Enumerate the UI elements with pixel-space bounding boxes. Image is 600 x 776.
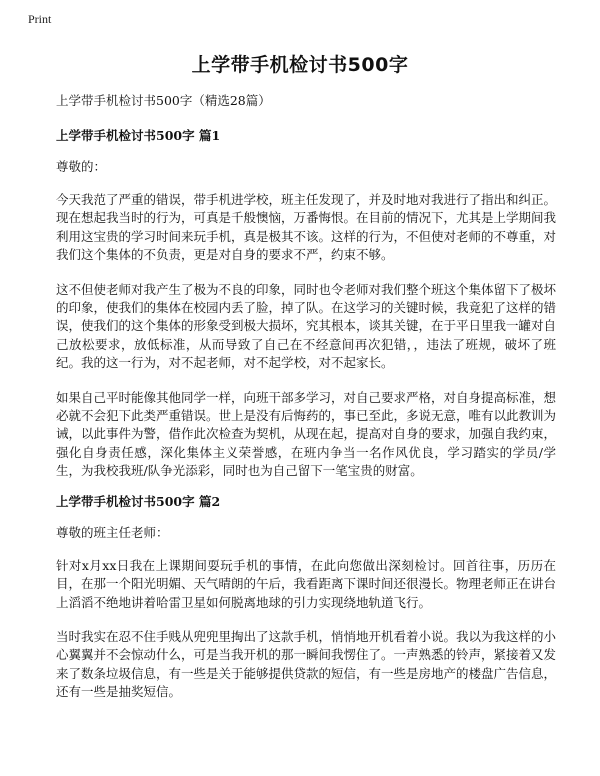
section-heading: 上学带手机检讨书500字 篇2	[56, 493, 221, 509]
section-1	[56, 127, 556, 481]
salutation: 尊敬的班主任老师：	[56, 524, 169, 540]
section-heading: 上学带手机检讨书500字 篇1	[56, 128, 221, 143]
paragraph: 针对x月xx日我在上课期间耍玩手机的事情，在此向您做出深刻检讨。回首往事，历历在目，在那一个阳光明媚、天气晴朗的午后，我看距离下课时间还很漫长。物理老师正在讲台上滔滔不绝地讲着哈雷卫星如何脱离地球的引力实现绕地轨道飞行。	[56, 557, 557, 610]
print-link[interactable]: Print	[28, 12, 52, 26]
section-2	[56, 493, 556, 702]
paragraph: 这不但使老师对我产生了极为不良的印象，同时也令老师对我们整个班这个集体留下了极坏的印象，使我们的集体在校园内丢了脸，掉了队。在这学习的关键时候，我竟犯了这样的错误，使我们的这个集体的形象受到极大损坏，究其根本，谈其关键，在于平日里我一罐对自己放松要求，放低标准，从而导致了自己在不经意间再次犯错，，违法了班规，破坏了班纪。我的这一行为，对不起老师，对不起学校，对不起家长。	[56, 281, 557, 371]
document-title: 上学带手机检讨书500字	[191, 54, 409, 76]
document-body	[56, 92, 556, 718]
paragraph: 今天我范了严重的错误，带手机进学校，班主任发现了，并及时地对我进行了指出和纠正。现在想起我当时的行为，可真是千般懊恼，万番悔恨。在目前的情况下，尤其是上学期间我利用这宝贵的学习时间来玩手机，真是极其不该。这样的行为，不但使对老师的不尊重，对我们这个集体的不负责，更是对自身的要求不严，约束不够。	[56, 192, 557, 263]
salutation: 尊敬的：	[56, 159, 107, 174]
paragraph: 当时我实在忍不住手贱从兜兜里掏出了这款手机，悄悄地开机看着小说。我以为我这样的小心翼翼并不会惊动什么，可是当我开机的那一瞬间我愣住了。一声熟悉的铃声，紧接着又发来了数条垃圾信息，有一些是关于能够提供贷款的短信，有一些是房地产的楼盘广告信息，还有一些是抽奖短信。	[56, 628, 557, 700]
paragraph: 如果自己平时能像其他同学一样，向班干部多学习，对自己要求严格，对自身提高标准，想必就不会犯下此类严重错误。世上是没有后悔药的，事已至此，多说无意，唯有以此教训为诫，以此事件为警，借作此次检查为契机，从现在起，提高对自身的要求，加强自我约束，强化自身责任感，深化集体主义荣誉感，在班内争当一名作风优良，学习踏实的学员/学生，为我校我班/队争光添彩，同时也为自己留下一笔宝贵的财富。	[56, 389, 557, 479]
document-subtitle: 上学带手机检讨书500字（精选28篇）	[56, 93, 271, 108]
